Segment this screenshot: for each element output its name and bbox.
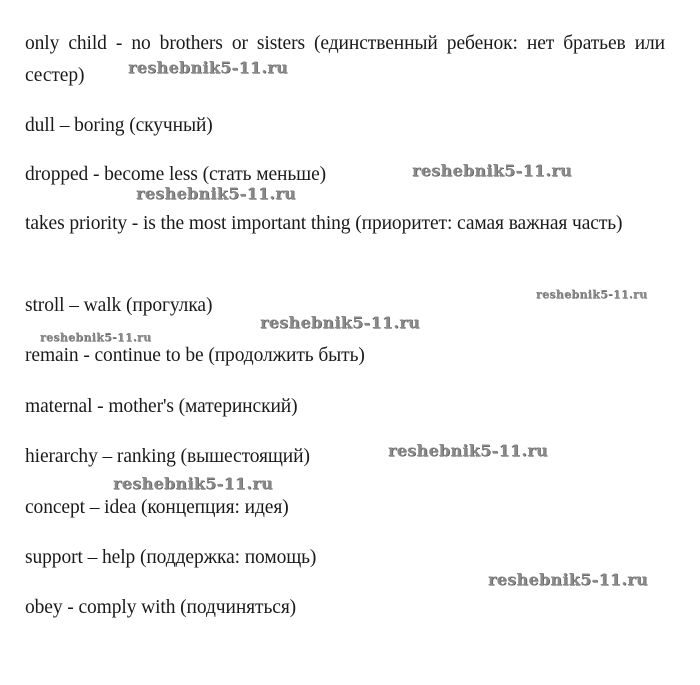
entry-dropped: dropped - become less (стать меньше) [25, 164, 327, 185]
watermark: reshebnik5-11.ru [488, 570, 648, 589]
watermark: reshebnik5-11.ru [136, 184, 296, 203]
entry-only-child: only child - no brothers or sisters (единственный ребенок: нет братьев или сестер) [25, 33, 665, 86]
entry-concept: concept – idea (концепция: идея) [25, 497, 289, 518]
entry-dull: dull – boring (скучный) [25, 115, 213, 136]
watermark: reshebnik5-11.ru [536, 288, 648, 301]
entry-stroll: stroll – walk (прогулка) [25, 295, 213, 316]
watermark: reshebnik5-11.ru [40, 331, 152, 344]
entry-takes-priority: takes priority - is the most important thing (приоритет: самая важная часть) [25, 213, 623, 234]
entry-hierarchy: hierarchy – ranking (вышестоящий) [25, 446, 310, 467]
watermark: reshebnik5-11.ru [128, 58, 288, 77]
watermark: reshebnik5-11.ru [260, 313, 420, 332]
watermark: reshebnik5-11.ru [113, 474, 273, 493]
entry-maternal: maternal - mother's (материнский) [25, 396, 298, 417]
watermark: reshebnik5-11.ru [388, 441, 548, 460]
watermark: reshebnik5-11.ru [412, 161, 572, 180]
entry-support: support – help (поддержка: помощь) [25, 547, 317, 568]
entry-obey: obey - comply with (подчиняться) [25, 597, 297, 618]
entry-remain: remain - continue to be (продолжить быть) [25, 345, 365, 366]
